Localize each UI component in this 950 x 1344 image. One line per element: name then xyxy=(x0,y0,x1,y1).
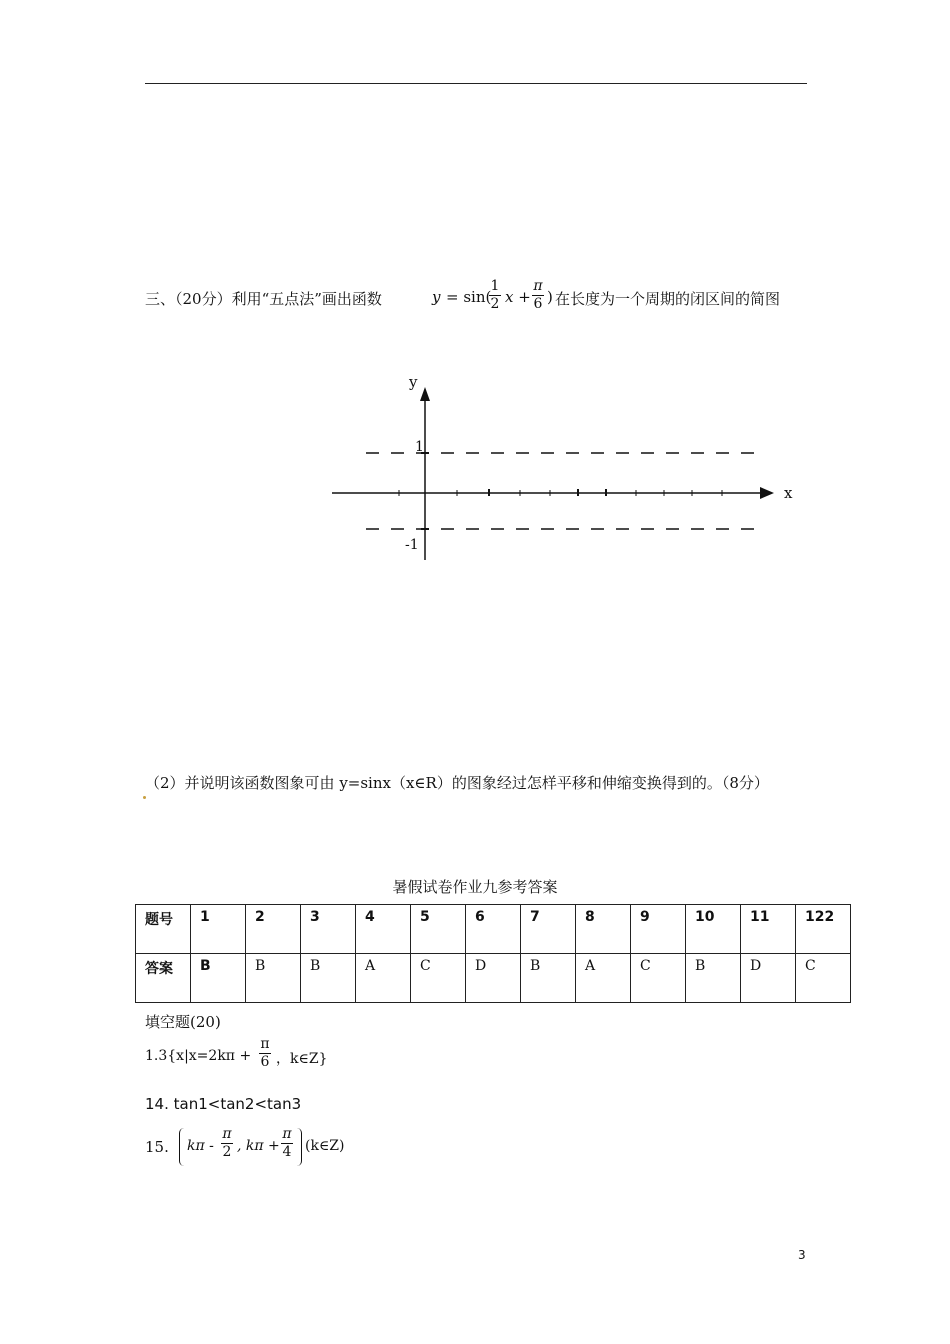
question-part-2: （2）并说明该函数图象可由 y=sinx（x∈R）的图象经过怎样平移和伸缩变换得到的。（8分） xyxy=(145,774,769,792)
answer-13-fraction xyxy=(258,1036,272,1071)
answer-cell: A xyxy=(576,954,631,1003)
answer-cell: B xyxy=(521,954,576,1003)
number-cell: 122 xyxy=(796,905,851,954)
number-cell: 8 xyxy=(576,905,631,954)
x-axis-arrow xyxy=(760,487,774,499)
answer-cell: C xyxy=(411,954,466,1003)
tick-label-bottom: -1 xyxy=(405,537,419,553)
a15-d2: 4 xyxy=(282,1144,292,1160)
question-3 xyxy=(145,278,815,328)
fill-in-title: 填空题(20) xyxy=(145,1013,221,1031)
number-cell: 9 xyxy=(631,905,686,954)
number-cell: 1 xyxy=(191,905,246,954)
answer-table xyxy=(135,904,851,1003)
number-cell: 4 xyxy=(356,905,411,954)
fraction-one-half xyxy=(488,278,502,313)
answer-cell: C xyxy=(631,954,686,1003)
number-cell: 7 xyxy=(521,905,576,954)
answer-label-cell: 答案 xyxy=(136,954,191,1003)
header-rule xyxy=(145,83,807,84)
x-axis-label: x xyxy=(784,484,793,502)
answer-13-prefix: 1.3{x|x=2kπ + xyxy=(145,1048,252,1064)
answer-cell: B xyxy=(191,954,246,1003)
answer-cell: B xyxy=(246,954,301,1003)
number-cell: 11 xyxy=(741,905,796,954)
fraction-pi-six xyxy=(531,278,545,313)
answer-15 xyxy=(145,1126,465,1170)
answer-15-fraction-1 xyxy=(220,1126,234,1161)
formula-x: x + xyxy=(505,288,531,306)
frac1-den: 2 xyxy=(490,296,500,312)
answer-cell: D xyxy=(466,954,521,1003)
a15-d1: 2 xyxy=(222,1144,232,1160)
number-cell: 10 xyxy=(686,905,741,954)
a13-den: 6 xyxy=(260,1054,270,1070)
number-cell: 3 xyxy=(301,905,356,954)
answer-key-title: 暑假试卷作业九参考答案 xyxy=(392,878,558,896)
answer-cell: D xyxy=(741,954,796,1003)
stray-mark xyxy=(143,796,146,799)
answer-15-tail: (k∈Z) xyxy=(305,1138,345,1154)
answer-cell: C xyxy=(796,954,851,1003)
left-bracket xyxy=(179,1128,184,1166)
header-label-cell: 题号 xyxy=(136,905,191,954)
answer-13 xyxy=(145,1036,465,1080)
formula-close: ) xyxy=(547,288,553,306)
coordinate-graph xyxy=(320,365,810,575)
number-cell: 6 xyxy=(466,905,521,954)
number-cell: 2 xyxy=(246,905,301,954)
tick-label-top: 1 xyxy=(415,439,424,455)
answer-15-label: 15. xyxy=(145,1138,169,1156)
page-number: 3 xyxy=(798,1248,806,1262)
table-row xyxy=(136,905,851,954)
a15-n1: π xyxy=(222,1126,232,1142)
answer-cell: B xyxy=(686,954,741,1003)
answer-cell: A xyxy=(356,954,411,1003)
a15-n2: π xyxy=(282,1126,292,1142)
frac2-num: π xyxy=(533,278,543,294)
formula-y: y xyxy=(432,288,441,306)
y-axis-arrow xyxy=(420,387,430,401)
answer-cell: B xyxy=(301,954,356,1003)
answer-15-left: kπ - xyxy=(187,1138,214,1154)
number-cell: 5 xyxy=(411,905,466,954)
table-row xyxy=(136,954,851,1003)
answer-15-fraction-2 xyxy=(280,1126,294,1161)
y-axis-label: y xyxy=(409,373,418,391)
frac1-num: 1 xyxy=(490,278,500,294)
answer-13-suffix: ，k∈Z} xyxy=(276,1051,328,1067)
answer-15-mid: , kπ + xyxy=(237,1138,280,1154)
question-3-tail: 在长度为一个周期的闭区间的简图 xyxy=(555,290,781,308)
coordinate-axes-svg xyxy=(320,365,810,575)
formula-eq: = sin( xyxy=(446,288,492,306)
answer-14: 14. tan1<tan2<tan3 xyxy=(145,1095,302,1113)
frac2-den: 6 xyxy=(533,296,543,312)
right-bracket xyxy=(297,1128,302,1166)
a13-num: π xyxy=(260,1036,270,1052)
question-3-lead: 三、（20分）利用“五点法”画出函数 xyxy=(145,290,382,308)
